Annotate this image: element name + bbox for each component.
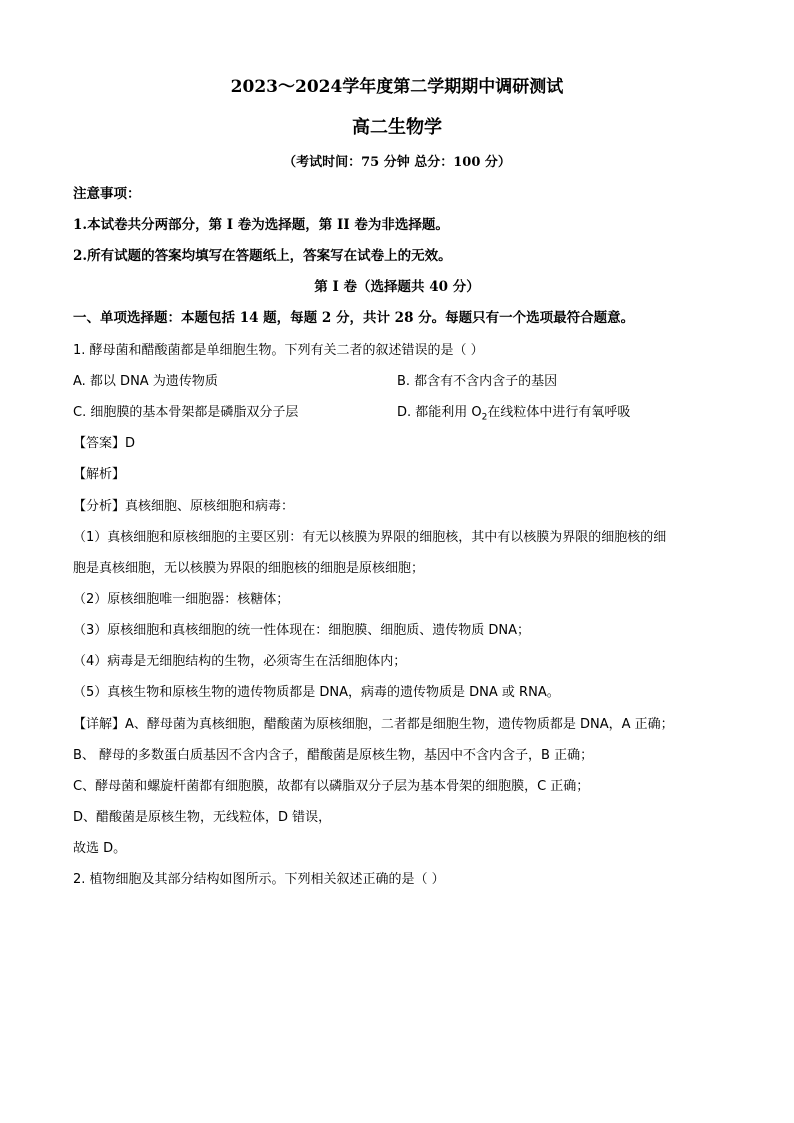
q1-option-d-subscript: 2 xyxy=(481,412,488,423)
q1-analysis-line: （3）原核细胞和真核细胞的统一性体现在：细胞膜、细胞质、遗传物质 DNA； xyxy=(73,623,531,638)
subject-title: 高二生物学 xyxy=(352,117,442,138)
notice-item-1: 1.本试卷共分两部分，第 I 卷为选择题，第 II 卷为非选择题。 xyxy=(73,217,449,233)
q1-option-d-prefix: D. 都能利用 O xyxy=(397,405,482,420)
q1-analysis-line: 【分析】真核细胞、原核细胞和病毒： xyxy=(73,499,295,514)
q1-analysis-line: （2）原核细胞唯一细胞器：核糖体； xyxy=(73,592,290,607)
q1-detail-line: B、 酵母的多数蛋白质基因不含内含子，醋酸菌是原核生物，基因中不含内含子，B 正确； xyxy=(73,748,594,763)
q1-detail-line: 故选 D。 xyxy=(73,841,127,856)
notices-heading: 注意事项： xyxy=(73,186,141,202)
notice-item-2: 2.所有试题的答案均填写在答题纸上，答案写在试卷上的无效。 xyxy=(73,248,452,264)
q1-analysis-line: 胞是真核细胞，无以核膜为界限的细胞核的细胞是原核细胞； xyxy=(73,561,425,576)
part-heading: 一、单项选择题：本题包括 14 题，每题 2 分，共计 28 分。每题只有一个选项最符合题意。 xyxy=(73,310,635,326)
q1-detail-line: D、醋酸菌是原核生物，无线粒体，D 错误， xyxy=(73,810,332,825)
q1-analysis-heading: 【解析】 xyxy=(73,467,126,482)
q1-stem: 1. 酵母菌和醋酸菌都是单细胞生物。下列有关二者的叙述错误的是（ ） xyxy=(73,343,484,358)
q1-analysis-line: （5）真核生物和原核生物的遗传物质都是 DNA，病毒的遗传物质是 DNA 或 RNA。 xyxy=(73,685,560,700)
q1-option-c: C. 细胞膜的基本骨架都是磷脂双分子层 xyxy=(73,405,299,420)
q1-option-a: A. 都以 DNA 为遗传物质 xyxy=(73,374,218,389)
q1-analysis-line: （1）真核细胞和原核细胞的主要区别：有无以核膜为界限的细胞核，其中有以核膜为界限的细胞核的细 xyxy=(73,530,667,545)
q1-option-d-suffix: 在线粒体中进行有氧呼吸 xyxy=(487,405,631,420)
q2-stem: 2. 植物细胞及其部分结构如图所示。下列相关叙述正确的是（ ） xyxy=(73,872,445,887)
q1-answer: 【答案】D xyxy=(73,436,136,451)
exam-title: 2023～2024学年度第二学期期中调研测试 xyxy=(230,77,564,97)
q1-option-d xyxy=(397,401,630,423)
q1-option-b: B. 都含有不含内含子的基因 xyxy=(397,374,558,389)
section-title: 第 I 卷（选择题共 40 分） xyxy=(314,279,480,295)
q1-detail-line: 【详解】A、酵母菌为真核细胞，醋酸菌为原核细胞，二者都是细胞生物，遗传物质都是 DNA，A 正确； xyxy=(73,717,674,732)
q1-analysis-line: （4）病毒是无细胞结构的生物，必须寄生在活细胞体内； xyxy=(73,654,407,669)
exam-info: （考试时间：75 分钟 总分：100 分） xyxy=(283,155,511,170)
q1-detail-line: C、酵母菌和螺旋杆菌都有细胞膜，故都有以磷脂双分子层为基本骨架的细胞膜，C 正确； xyxy=(73,779,590,794)
